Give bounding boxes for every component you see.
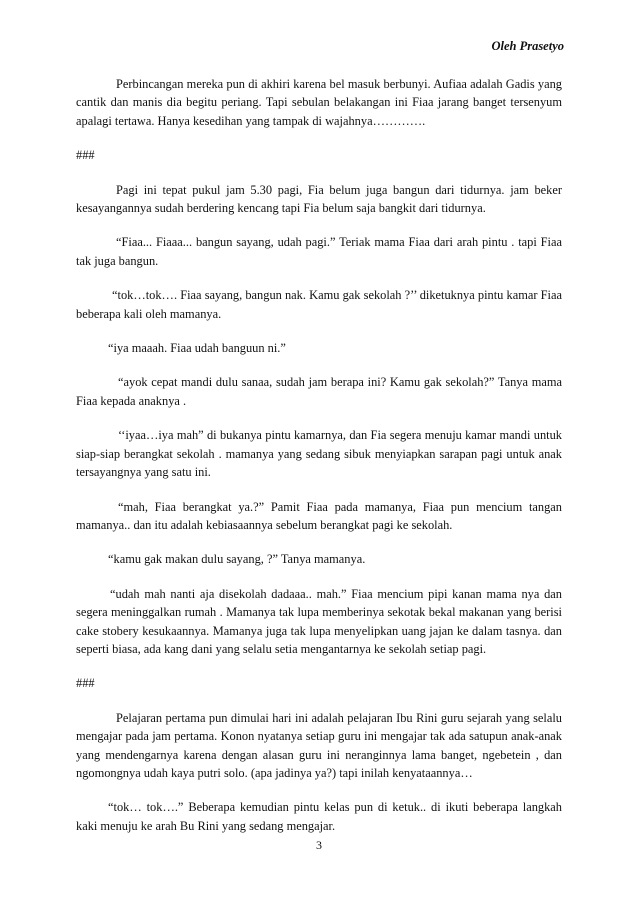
page-number: 3 bbox=[316, 838, 322, 852]
story-paragraph: Perbincangan mereka pun di akhiri karena bel masuk berbunyi. Aufiaa adalah Gadis yang cantik dan manis dia begitu periang. Tapi sebulan belakangan ini Fiaa jarang banget tersenyum apalagi tertawa. Hanya kesedihan yang tampak di wajahnya…………. bbox=[76, 77, 562, 128]
story-paragraph: “udah mah nanti aja disekolah dadaaa.. mah.” Fiaa mencium pipi kanan mama nya dan segera meninggalkan rumah . Mamanya tak lupa memberinya sekotak bekal makanan yang berisi cake stobery kesukaannya. Mamanya juga tak lupa menyelipkan uang jajan ke dalam tasnya. dan seperti biasa, ada kang dani yang selalu setia mengantarnya ke sekolah setiap pagi. bbox=[76, 586, 562, 656]
story-paragraph: “tok…tok…. Fiaa sayang, bangun nak. Kamu gak sekolah ?’’ diketuknya pintu kamar Fiaa beberapa kali oleh mamanya. bbox=[76, 288, 562, 321]
story-paragraph: Pagi ini tepat pukul jam 5.30 pagi, Fia belum juga bangun dari tidurnya. jam beker kesayangannya sudah berdering kencang tapi Fia belum saja bangkit dari tidurnya. bbox=[76, 182, 562, 216]
section-separator: ### bbox=[76, 676, 95, 691]
story-body bbox=[76, 75, 562, 851]
author-header: Oleh Prasetyo bbox=[491, 39, 564, 53]
section-separator: ### bbox=[76, 148, 95, 163]
story-paragraph: ‘‘iyaa…iya mah” di bukanya pintu kamarnya, dan Fia segera menuju kamar mandi untuk siap-siap berangkat sekolah . mamanya yang sedang sibuk menyiapkan sarapan pagi untuk anak tersayangnya yang satu ini. bbox=[76, 428, 562, 480]
story-paragraph: “mah, Fiaa berangkat ya.?” Pamit Fiaa pada mamanya, Fiaa pun mencium tangan mamanya.. dan itu adalah kebiasaannya sebelum berangkat pagi ke sekolah. bbox=[76, 499, 562, 532]
story-paragraph: “kamu gak makan dulu sayang, ?” Tanya mamanya. bbox=[108, 552, 366, 567]
story-paragraph: “tok… tok….” Beberapa kemudian pintu kelas pun di ketuk.. di ikuti beberapa langkah kaki menuju ke arah Bu Rini yang sedang mengajar. bbox=[76, 800, 562, 833]
story-paragraph: “ayok cepat mandi dulu sanaa, sudah jam berapa ini? Kamu gak sekolah?” Tanya mama Fiaa kepada anaknya . bbox=[76, 375, 562, 408]
story-paragraph: Pelajaran pertama pun dimulai hari ini adalah pelajaran Ibu Rini guru sejarah yang selalu mengajar pada jam pertama. Konon nyatanya setiap guru ini mengajar tak ada satupun anak-anak yang mendengarnya karena dengan alasan guru ini neranginnya lama banget, ngebetein , dan ngomongnya udah kaya putri solo. (apa jadinya ya?) tapi inilah kenyataannya… bbox=[76, 710, 562, 780]
story-paragraph: “iya maaah. Fiaa udah banguun ni.” bbox=[108, 341, 286, 356]
story-paragraph: “Fiaa... Fiaaa... bangun sayang, udah pagi.” Teriak mama Fiaa dari arah pintu . tapi Fiaa tak juga bangun. bbox=[76, 235, 562, 268]
